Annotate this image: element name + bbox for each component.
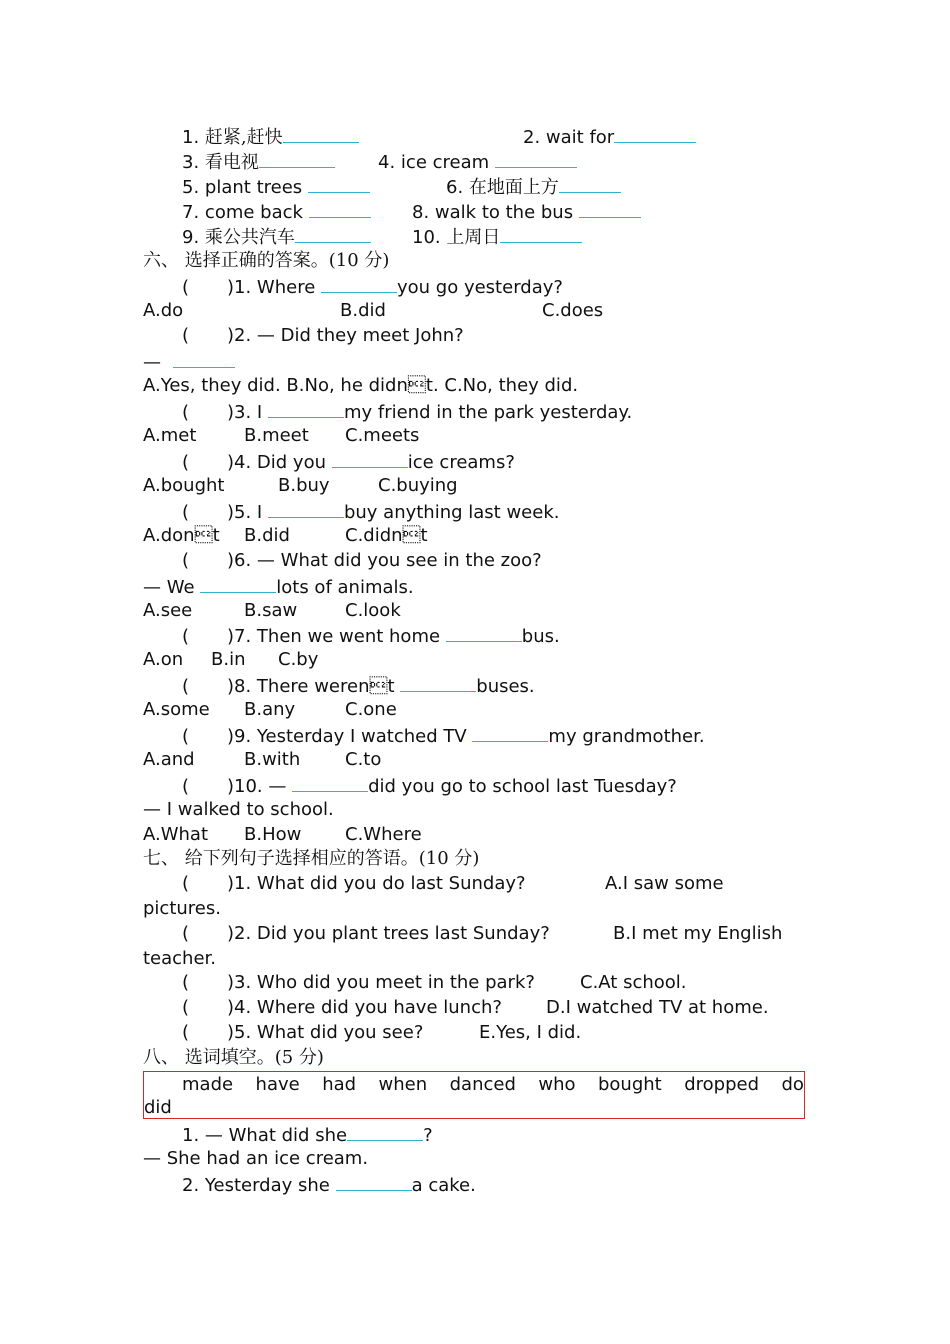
vocab-num: 3. xyxy=(182,152,200,173)
vocab-num: 2. xyxy=(523,127,541,148)
answer-blank[interactable] xyxy=(559,174,621,193)
answer-blank[interactable] xyxy=(579,199,641,218)
vocab-num: 8. xyxy=(412,202,430,223)
answer-paren[interactable]: ( xyxy=(182,277,190,298)
s6-options-10b: B.How xyxy=(244,824,302,845)
answer-blank[interactable] xyxy=(292,773,368,792)
vocab-text: walk to the bus xyxy=(434,202,574,223)
question-text: a cake. xyxy=(411,1175,476,1196)
answer-paren[interactable]: ( xyxy=(182,873,190,894)
question-text: buy anything last week. xyxy=(343,502,560,523)
s6-options-1c xyxy=(542,299,603,323)
vocab-text: ice cream xyxy=(400,152,490,173)
answer-paren[interactable]: ( xyxy=(182,776,190,797)
vocab-text: come back xyxy=(204,202,303,223)
question-text: ? xyxy=(423,1125,433,1146)
answer-paren[interactable]: ( xyxy=(182,452,190,473)
question-text: )10. — xyxy=(227,776,293,797)
s6-options-2: A.Yes, they did. B.No, he didnt. C.No, they did. xyxy=(143,375,579,396)
answer-blank[interactable] xyxy=(309,199,371,218)
answer-paren[interactable]: ( xyxy=(182,1022,190,1043)
question-text: my grandmother. xyxy=(548,726,705,747)
word-bank-word: when xyxy=(378,1074,428,1095)
question-text: )8. There werent xyxy=(227,676,401,697)
vocab-num: 6. xyxy=(446,177,464,198)
s6-options-4a: A.bought xyxy=(143,475,225,496)
vocab-num: 5. xyxy=(182,177,200,198)
question-text: )1. Where xyxy=(227,277,321,298)
question-text: )5. What did you see? xyxy=(227,1022,424,1043)
answer-blank[interactable] xyxy=(200,574,276,593)
question-text: bus. xyxy=(521,626,560,647)
answer-blank[interactable] xyxy=(259,149,335,168)
s7-answer-b-cont: teacher. xyxy=(143,948,217,969)
s6-question-6 xyxy=(182,549,542,573)
s6-options-3b: B.meet xyxy=(244,425,309,446)
answer-paren[interactable]: ( xyxy=(182,726,190,747)
answer-blank[interactable] xyxy=(446,623,522,642)
question-text: — We xyxy=(143,577,201,598)
s7-answer-a: A.I saw some xyxy=(605,873,724,894)
vocab-text: wait for xyxy=(545,127,615,148)
s6-options-7c: C.by xyxy=(278,649,319,670)
question-text: lots of animals. xyxy=(276,577,414,598)
s7-answer-d: D.I watched TV at home. xyxy=(546,997,769,1018)
question-text: )1. What did you do last Sunday? xyxy=(227,873,526,894)
s6-reply-10: — I walked to school. xyxy=(143,799,334,820)
vocab-text: 乘公共汽车 xyxy=(204,227,295,248)
s6-options-9c: C.to xyxy=(345,749,382,770)
answer-blank[interactable] xyxy=(295,224,371,243)
s6-options-1 xyxy=(143,299,183,323)
word-bank-word: who xyxy=(538,1074,576,1095)
s6-options-5b: B.did xyxy=(244,525,290,546)
answer-paren[interactable]: ( xyxy=(182,502,190,523)
word-bank-word: danced xyxy=(449,1074,516,1095)
answer-paren[interactable]: ( xyxy=(182,402,190,423)
s6-options-5a: A.dont xyxy=(143,525,220,546)
question-text: )9. Yesterday I watched TV xyxy=(227,726,473,747)
s6-question-5 xyxy=(182,499,559,525)
answer-blank[interactable] xyxy=(173,349,235,368)
vocab-num: 9. xyxy=(182,227,200,248)
question-text: )4. Did you xyxy=(227,452,332,473)
vocab-num: 1. xyxy=(182,127,200,148)
word-bank-word: have xyxy=(255,1074,300,1095)
answer-blank[interactable] xyxy=(332,449,408,468)
vocab-item-10 xyxy=(412,224,582,250)
vocab-item-4 xyxy=(378,149,577,175)
s7-question-1 xyxy=(182,872,526,896)
answer-blank[interactable] xyxy=(268,499,344,518)
word-bank-word: had xyxy=(322,1074,357,1095)
s6-options-8a: A.some xyxy=(143,699,210,720)
answer-blank[interactable] xyxy=(400,673,476,692)
question-text: did you go to school last Tuesday? xyxy=(368,776,677,797)
vocab-num: 7. xyxy=(182,202,200,223)
answer-paren[interactable]: ( xyxy=(182,626,190,647)
question-text: )6. — What did you see in the zoo? xyxy=(227,550,542,571)
answer-paren[interactable]: ( xyxy=(182,997,190,1018)
vocab-num: 10. xyxy=(412,227,441,248)
s7-answer-e: E.Yes, I did. xyxy=(479,1022,582,1043)
vocab-item-7 xyxy=(182,199,371,225)
s6-options-5c: C.didnt xyxy=(345,525,428,546)
answer-blank[interactable] xyxy=(495,149,577,168)
vocab-text: 在地面上方 xyxy=(468,177,559,198)
s7-question-5 xyxy=(182,1021,423,1045)
word-bank-row xyxy=(182,1073,804,1097)
word-bank-word: did xyxy=(144,1097,172,1118)
answer-paren[interactable]: ( xyxy=(182,923,190,944)
s6-options-3c: C.meets xyxy=(345,425,420,446)
s6-reply-2 xyxy=(143,349,235,375)
answer-blank[interactable] xyxy=(336,1172,412,1191)
question-text: ice creams? xyxy=(407,452,515,473)
word-bank-word: do xyxy=(781,1074,804,1095)
s6-options-8c: C.one xyxy=(345,699,397,720)
vocab-item-3 xyxy=(182,149,335,175)
s6-options-10c: C.Where xyxy=(345,824,422,845)
question-text: )3. I xyxy=(227,402,268,423)
s6-options-4c: C.buying xyxy=(378,475,458,496)
s7-question-2 xyxy=(182,922,550,946)
s6-question-4 xyxy=(182,449,515,475)
section-8-heading: 八、 选词填空。(5 分) xyxy=(143,1047,324,1068)
dash: — xyxy=(143,352,161,373)
vocab-num: 4. xyxy=(378,152,396,173)
vocab-item-5 xyxy=(182,174,370,200)
question-text: buses. xyxy=(476,676,535,697)
answer-blank[interactable] xyxy=(308,174,370,193)
answer-blank[interactable] xyxy=(321,274,397,293)
vocab-item-6 xyxy=(446,174,621,200)
answer-paren[interactable]: ( xyxy=(182,972,190,993)
section-6-heading: 六、 选择正确的答案。(10 分) xyxy=(143,250,390,271)
question-text: )2. Did you plant trees last Sunday? xyxy=(227,923,550,944)
answer-paren[interactable]: ( xyxy=(182,550,190,571)
word-bank-word: bought xyxy=(597,1074,662,1095)
answer-blank[interactable] xyxy=(283,124,359,143)
s7-answer-a-cont: pictures. xyxy=(143,898,221,919)
option-c: C.does xyxy=(542,300,604,321)
s6-question-8 xyxy=(182,673,535,699)
s6-options-4b: B.buy xyxy=(278,475,330,496)
answer-blank[interactable] xyxy=(347,1122,423,1141)
s6-options-6a: A.see xyxy=(143,600,193,621)
s8-reply-1: — She had an ice cream. xyxy=(143,1148,369,1169)
answer-blank[interactable] xyxy=(472,723,548,742)
vocab-text: plant trees xyxy=(204,177,303,198)
s7-answer-c: C.At school. xyxy=(580,972,687,993)
s8-question-2 xyxy=(182,1172,476,1198)
s6-options-6b: B.saw xyxy=(244,600,298,621)
s6-question-2 xyxy=(182,324,464,348)
s6-question-7 xyxy=(182,623,560,649)
question-text: )7. Then we went home xyxy=(227,626,446,647)
s6-options-9b: B.with xyxy=(244,749,301,770)
option-b: B.did xyxy=(340,300,386,321)
question-text: my friend in the park yesterday. xyxy=(343,402,633,423)
s6-question-3 xyxy=(182,399,632,425)
s6-reply-6 xyxy=(143,574,414,600)
vocab-item-9 xyxy=(182,224,371,250)
answer-blank[interactable] xyxy=(500,224,582,243)
vocab-text: 上周日 xyxy=(446,227,501,248)
question-text: 1. — What did she xyxy=(182,1125,348,1146)
vocab-text: 赶紧,赶快 xyxy=(204,127,283,148)
section-7-heading: 七、 给下列句子选择相应的答语。(10 分) xyxy=(143,848,480,869)
s6-question-9 xyxy=(182,723,705,749)
s6-options-1b xyxy=(340,299,386,323)
word-bank-word: dropped xyxy=(684,1074,759,1095)
s6-options-6c: C.look xyxy=(345,600,401,621)
s6-options-7a: A.on xyxy=(143,649,184,670)
question-text: 2. Yesterday she xyxy=(182,1175,336,1196)
s6-question-10 xyxy=(182,773,677,799)
s7-question-3 xyxy=(182,971,535,995)
s6-options-9a: A.and xyxy=(143,749,195,770)
question-text: you go yesterday? xyxy=(397,277,563,298)
s8-question-1 xyxy=(182,1122,433,1148)
s7-question-4 xyxy=(182,996,502,1020)
s6-options-7b: B.in xyxy=(211,649,246,670)
question-text: )4. Where did you have lunch? xyxy=(227,997,502,1018)
answer-blank[interactable] xyxy=(614,124,696,143)
question-text: )5. I xyxy=(227,502,268,523)
answer-paren[interactable]: ( xyxy=(182,325,190,346)
vocab-item-8 xyxy=(412,199,641,225)
s6-options-10a: A.What xyxy=(143,824,209,845)
question-text: )2. — Did they meet John? xyxy=(227,325,464,346)
vocab-text: 看电视 xyxy=(204,152,259,173)
option-a: A.do xyxy=(143,300,184,321)
vocab-item-2 xyxy=(523,124,696,150)
s7-answer-b: B.I met my English xyxy=(613,923,783,944)
question-text: )3. Who did you meet in the park? xyxy=(227,972,535,993)
s6-options-8b: B.any xyxy=(244,699,296,720)
s6-options-3a: A.met xyxy=(143,425,197,446)
answer-blank[interactable] xyxy=(268,399,344,418)
answer-paren[interactable]: ( xyxy=(182,676,190,697)
word-bank-word: made xyxy=(182,1074,234,1095)
vocab-item-1 xyxy=(182,124,359,150)
word-bank-box xyxy=(143,1071,805,1119)
s6-question-1 xyxy=(182,274,563,300)
